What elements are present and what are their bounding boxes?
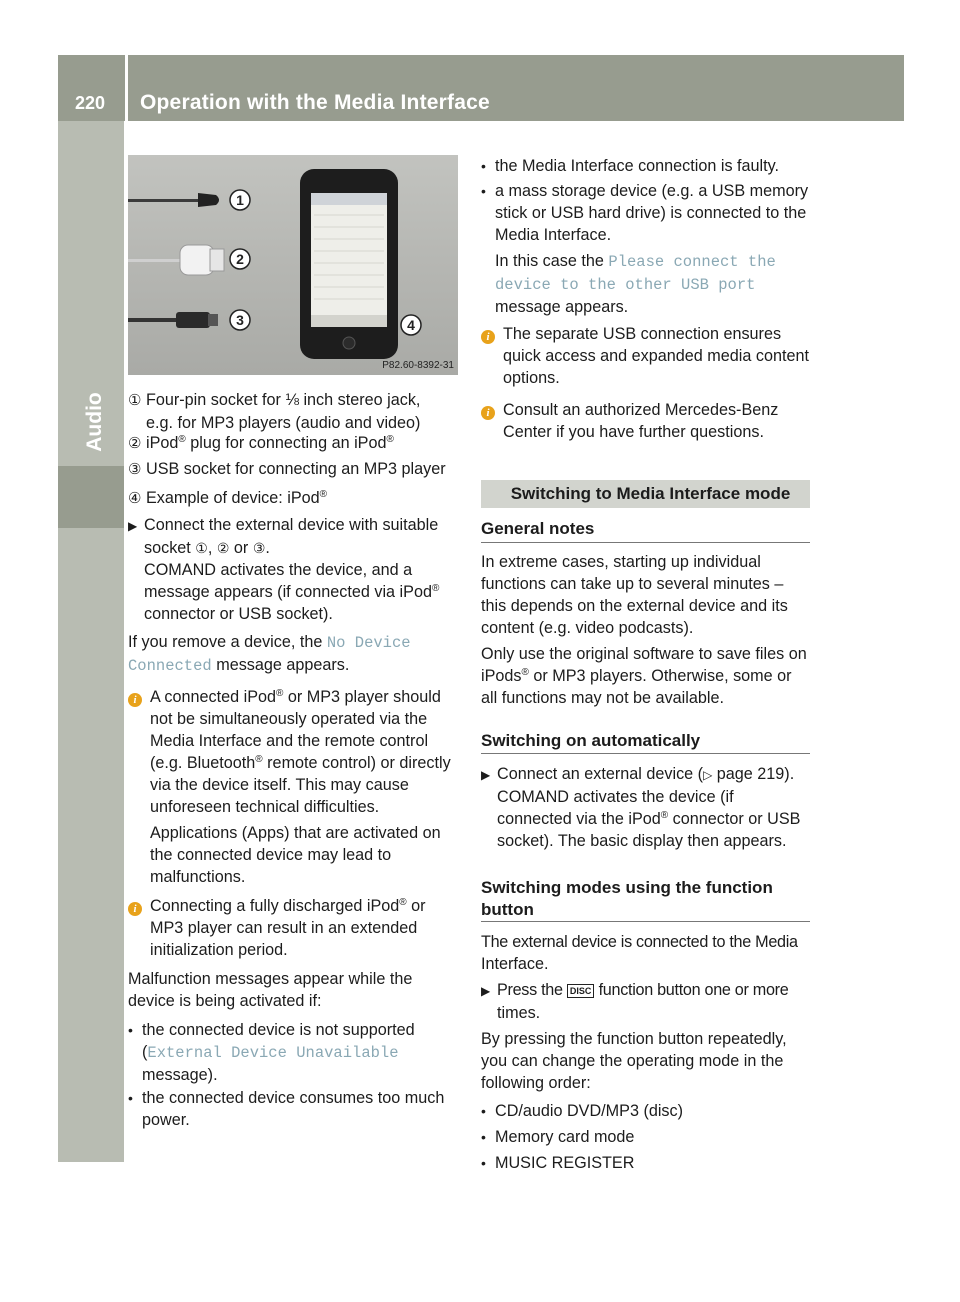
legend-2-num: ②	[128, 435, 142, 452]
jack-cable	[128, 199, 200, 202]
registered-mark: ®	[660, 810, 669, 821]
bullet-unsupported	[128, 1019, 460, 1086]
info2-line2: MP3 player can result in an extended	[150, 919, 418, 937]
mode-list-item	[481, 1100, 815, 1122]
info-icon: i	[481, 406, 495, 420]
registered-mark: ®	[399, 897, 407, 908]
ipod-screen	[311, 193, 387, 327]
svg-text:2: 2	[236, 251, 244, 267]
connected-message: Connected	[128, 657, 212, 675]
registered-mark: ®	[178, 434, 186, 445]
bullet1-line1: the connected device is not supported	[142, 1021, 415, 1039]
info4-line1: Consult an authorized Mercedes-Benz	[503, 401, 779, 419]
info1-line9: malfunctions.	[150, 868, 246, 886]
connect-step	[128, 514, 460, 625]
modes-p3-line2: you can change the operating mode in the	[481, 1052, 784, 1070]
legend-2	[128, 432, 394, 455]
modes-body	[481, 931, 815, 1174]
bullet4-line6: message appears.	[495, 298, 629, 316]
disc-button-icon: DISC	[567, 984, 595, 998]
svg-text:4: 4	[407, 317, 415, 333]
connect-end: .	[265, 539, 270, 557]
section-heading	[481, 480, 810, 508]
legend-4	[128, 487, 327, 510]
info1-line6: unforeseen technical difficulties.	[150, 798, 380, 816]
legend-4-num: ④	[128, 490, 142, 507]
legend-2-text-b: plug for connecting an iPod	[185, 434, 387, 452]
registered-mark: ®	[276, 688, 284, 699]
info1-line3: Media Interface and the remote control	[150, 732, 429, 750]
figure-code: P82.60-8392-31	[382, 360, 454, 371]
remove-paragraph	[128, 631, 411, 677]
legend-1-num: ①	[128, 392, 142, 409]
auto-line3a: connected via the iPod	[497, 810, 661, 828]
please-connect-message-2: device to the other USB port	[495, 276, 756, 294]
side-bar-marker	[58, 466, 124, 528]
bullet4-line2: stick or USB hard drive) is connected to the	[495, 204, 807, 222]
svg-text:1: 1	[236, 192, 244, 208]
info1-line4b: remote control) or directly	[262, 754, 451, 772]
side-label	[80, 392, 110, 452]
gn-p2-ipods: iPods	[481, 667, 522, 685]
info3-line3: options.	[503, 369, 560, 387]
info1-line5: via the device itself. This may cause	[150, 776, 409, 794]
auto-step	[481, 763, 815, 852]
page-number: 220	[74, 93, 106, 113]
connect-line3: COMAND activates the device, and a	[144, 561, 413, 579]
bullet4-line4: In this case the	[495, 252, 609, 270]
info2-line3: initialization period.	[150, 941, 288, 959]
heading-rule	[481, 753, 810, 754]
step-arrow-icon: ▶	[481, 984, 491, 998]
info1-line2: not be simultaneously operated via the	[150, 710, 428, 728]
page-ref-icon[interactable]: ▷	[703, 768, 713, 782]
auto-heading: Switching on automatically	[481, 731, 701, 750]
bullet-mark: •	[128, 1090, 133, 1106]
connect-line5: connector or USB socket).	[144, 605, 333, 623]
connect-line4: message appears (if connected via iPod	[144, 583, 432, 601]
info3-line1: The separate USB connection ensures	[503, 325, 782, 343]
general-notes-heading: General notes	[481, 519, 595, 538]
legend-1	[128, 389, 460, 434]
info2-line1b: or	[406, 897, 426, 915]
sep-1: ,	[207, 539, 217, 557]
info-note-4	[481, 399, 815, 443]
info-icon: i	[481, 330, 495, 344]
gn-p2-line1: Only use the original software to save files on	[481, 645, 807, 663]
bullet-mark: •	[128, 1022, 133, 1038]
modes-heading	[481, 877, 773, 921]
info1-line1b: or MP3 player should	[283, 688, 441, 706]
info2-line1a: Connecting a fully discharged iPod	[150, 897, 400, 915]
legend-4-text: Example of device: iPod	[146, 489, 320, 507]
step-arrow-icon: ▶	[128, 519, 138, 533]
info-note-1	[128, 686, 460, 888]
press-b: function button one or more	[594, 981, 789, 999]
info-note-3	[481, 323, 815, 389]
gn-p1-line4: content (e.g. video podcasts).	[481, 619, 694, 637]
bullet2-line2: power.	[142, 1111, 190, 1129]
bullet1-open: (	[142, 1043, 148, 1061]
info3-line2: quick access and expanded media content	[503, 347, 809, 365]
registered-mark: ®	[431, 583, 440, 594]
general-notes-body	[481, 551, 815, 709]
side-bar	[58, 121, 124, 1162]
mode-list-item	[481, 1152, 815, 1174]
bullet-mark: •	[481, 1103, 486, 1119]
bullet-mark: •	[481, 183, 486, 199]
modes-p1: The external device is connected to the Media	[481, 933, 798, 951]
bullet-faulty	[481, 155, 779, 177]
registered-mark: ®	[521, 667, 529, 678]
remove-line1: If you remove a device, the	[128, 633, 327, 651]
heading-rule	[481, 921, 810, 922]
legend-1-line2: e.g. for MP3 players (audio and video)	[146, 414, 421, 432]
bullet1-line3: message).	[142, 1066, 218, 1084]
usb-plug	[176, 312, 210, 328]
gn-p1-line1: In extreme cases, starting up individual	[481, 553, 761, 571]
info4-line2: Center if you have further questions.	[503, 423, 764, 441]
svg-text:3: 3	[236, 312, 244, 328]
auto-line1b[interactable]: page 219).	[712, 765, 795, 783]
press-a: Press the	[497, 981, 567, 999]
no-device-message: No Device	[326, 634, 411, 652]
ref-1: ①	[195, 540, 208, 556]
mode-1: CD/audio DVD/MP3 (disc)	[495, 1102, 684, 1120]
modes-heading-line2: button	[481, 900, 534, 919]
modes-heading-line1: Switching modes using the function	[481, 878, 773, 897]
modes-p3-line1: By pressing the function button repeatedly,	[481, 1030, 787, 1048]
bullet4-line3: Media Interface.	[495, 226, 612, 244]
info-icon: i	[128, 902, 142, 916]
ref-2: ②	[216, 540, 230, 556]
jack-plug	[198, 193, 219, 207]
section-title: Switching to Media Interface mode	[510, 484, 791, 503]
connect-line1: Connect the external device with suitable	[144, 516, 439, 534]
heading-rule	[481, 542, 810, 543]
info-icon: i	[128, 693, 142, 707]
info-note-2	[128, 895, 460, 961]
ipod-plug	[180, 245, 214, 275]
legend-2-text-a: iPod	[146, 434, 179, 452]
gn-p2-line2: or MP3 players. Otherwise, some or	[528, 667, 792, 685]
bullet-mark: •	[481, 158, 486, 174]
malfunction-line1: Malfunction messages appear while the	[128, 970, 413, 988]
sep-2: or	[229, 539, 253, 557]
auto-line3b: connector or USB	[668, 810, 801, 828]
info1-line1a: A connected iPod	[150, 688, 276, 706]
external-device-unavailable-message: External Device Unavailable	[147, 1044, 399, 1062]
step-arrow-icon: ▶	[481, 768, 491, 782]
modes-p2: Interface.	[481, 955, 549, 973]
bullet-mass-storage	[481, 180, 815, 318]
remove-line2: message appears.	[211, 656, 350, 674]
gn-p1-line2: functions can take up to several minutes –	[481, 575, 784, 593]
info1-line8: the connected device may lead to	[150, 846, 392, 864]
header-divider	[125, 55, 128, 121]
connect-line2a: socket	[144, 539, 196, 557]
gn-p1-line3: this depends on the external device and its	[481, 597, 788, 615]
bullet-mark: •	[481, 1129, 486, 1145]
info1-line7: Applications (Apps) that are activated on	[150, 824, 441, 842]
side-label-text: Audio	[83, 392, 106, 452]
legend-3	[128, 458, 446, 481]
mode-3: MUSIC REGISTER	[495, 1154, 635, 1172]
mode-list-item	[481, 1126, 815, 1148]
info1-line4a: (e.g. Bluetooth	[150, 754, 256, 772]
malfunction-line2: device is being activated if:	[128, 992, 322, 1010]
bullet-power	[128, 1087, 460, 1131]
page-title: Operation with the Media Interface	[140, 91, 490, 114]
auto-line2: COMAND activates the device (if	[497, 788, 734, 806]
please-connect-message-1: Please connect the	[608, 253, 776, 271]
connectors-figure	[128, 155, 458, 375]
press-c: times.	[497, 1004, 541, 1022]
registered-mark: ®	[386, 434, 394, 445]
bullet-mark: •	[481, 1155, 486, 1171]
connectors-illustration	[128, 155, 458, 375]
ref-3: ③	[252, 540, 266, 556]
bullet2-line1: the connected device consumes too much	[142, 1089, 445, 1107]
bullet4-line1: a mass storage device (e.g. a USB memory	[495, 182, 809, 200]
gn-p2-line3: all functions may not be available.	[481, 689, 724, 707]
bullet3-text: the Media Interface connection is faulty.	[495, 157, 780, 175]
legend-3-num: ③	[128, 461, 142, 478]
auto-line4: socket). The basic display then appears.	[497, 832, 787, 850]
auto-line1a: Connect an external device (	[497, 765, 704, 783]
mode-2: Memory card mode	[495, 1128, 635, 1146]
modes-p3-line3: following order:	[481, 1074, 591, 1092]
registered-mark: ®	[255, 754, 263, 765]
legend-1-line1: Four-pin socket for ⅛ inch stereo jack,	[146, 391, 421, 409]
registered-mark: ®	[319, 489, 328, 500]
legend-3-text: USB socket for connecting an MP3 player	[146, 460, 446, 478]
malfunction-paragraph	[128, 968, 412, 1012]
